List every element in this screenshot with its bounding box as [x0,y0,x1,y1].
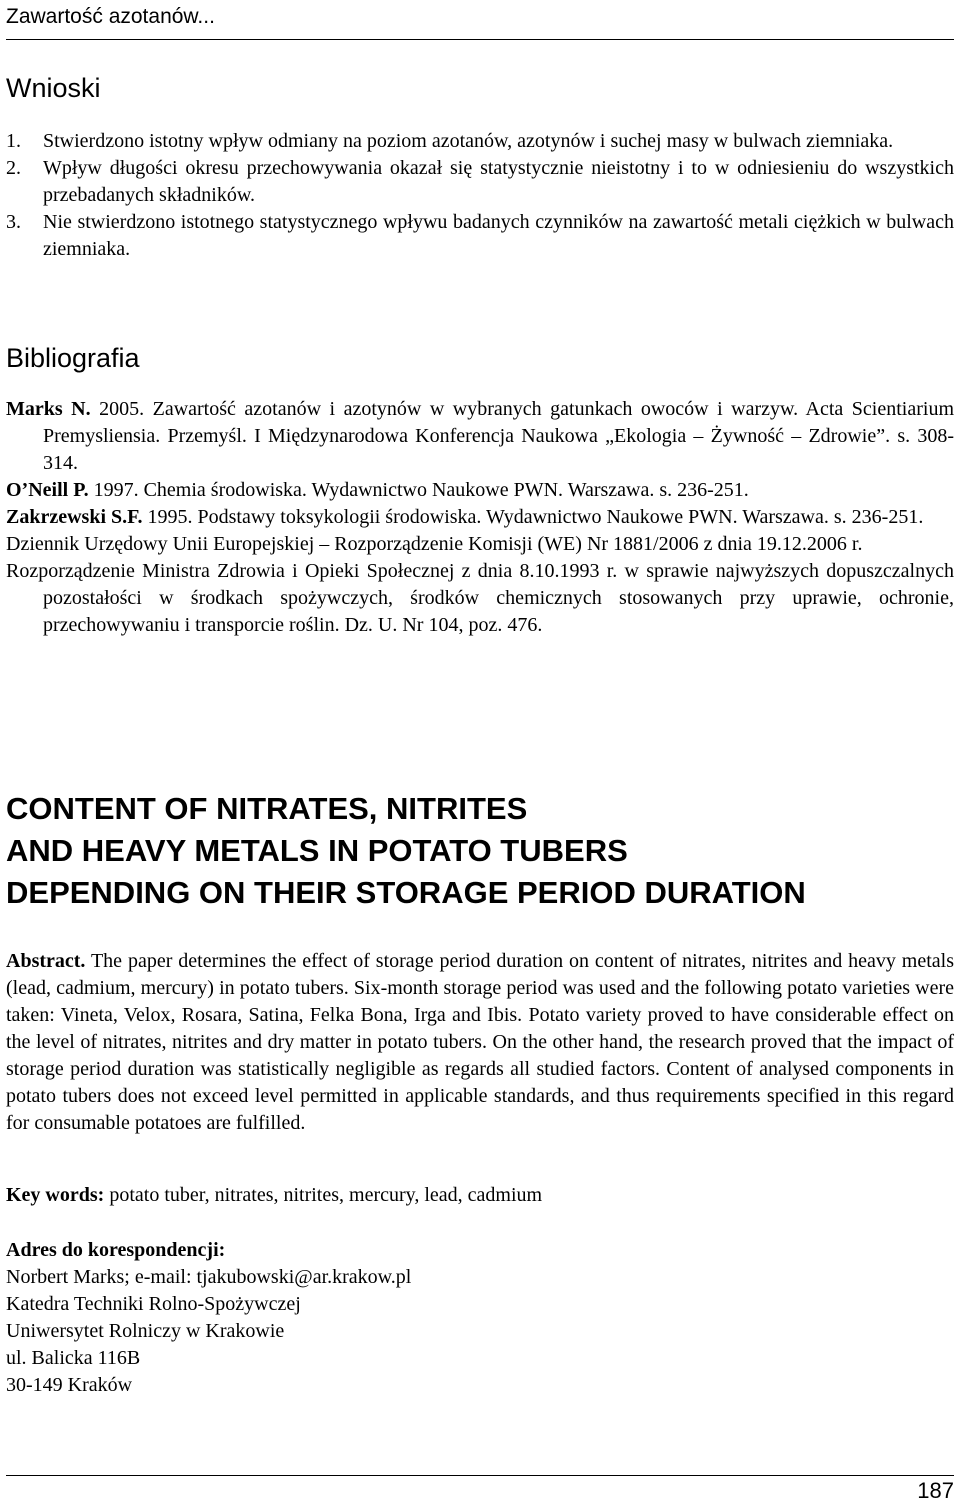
correspondence-label: Adres do korespondencji: [6,1239,226,1261]
conclusion-item [6,155,954,209]
reference-text: Dziennik Urzędowy Unii Europejskiej – Rozporządzenie Komisji (WE) Nr 1881/2006 z dnia 19.12.2006 r. [6,533,863,555]
reference-author: O’Neill P. [6,479,89,501]
conclusion-text: Wpływ długości okresu przechowywania okazał się statystycznie nieistotny i to w odniesieniu do wszystkich przebadanych składników. [43,157,954,206]
reference-text: Rozporządzenie Ministra Zdrowia i Opieki Społecznej z dnia 8.10.1993 r. w sprawie najwyższych dopuszczalnych pozostałości w środkach spożywczych, środków chemicznych stosowanych przy uprawie, ochronie, przechowywaniu i transporcie roślin. Dz. U. Nr 104, poz. 476. [6,560,954,636]
reference-item [6,558,954,639]
reference-text: 1995. Podstawy toksykologii środowiska. Wydawnictwo Naukowe PWN. Warszawa. s. 236-251. [142,506,924,528]
conclusion-text: Nie stwierdzono istotnego statystycznego wpływu badanych czynników na zawartość metali ciężkich w bulwach ziemniaka. [43,211,954,260]
bibliography-heading: Bibliografia [6,343,140,373]
english-title-line: CONTENT OF NITRATES, NITRITES [6,791,528,826]
abstract-label: Abstract. [6,950,86,972]
conclusion-item [6,128,954,155]
conclusions-heading: Wnioski [6,73,101,103]
english-title [6,788,954,914]
keywords-text: potato tuber, nitrates, nitrites, mercury, lead, cadmium [104,1184,543,1206]
abstract [6,948,954,1137]
reference-author: Zakrzewski S.F. [6,506,143,528]
reference-item [6,477,954,504]
reference-item [6,531,954,558]
correspondence-address [6,1237,954,1399]
footer-rule [6,1475,954,1476]
conclusions-list [6,128,954,263]
conclusion-item [6,209,954,263]
conclusion-number: 1. [6,130,21,152]
address-line: 30-149 Kraków [6,1374,133,1396]
bibliography-list [6,396,954,639]
page-number: 187 [917,1478,954,1503]
reference-text: 1997. Chemia środowiska. Wydawnictwo Naukowe PWN. Warszawa. s. 236-251. [88,479,749,501]
conclusion-number: 3. [6,211,21,233]
reference-author: Marks N. [6,398,91,420]
conclusion-text: Stwierdzono istotny wpływ odmiany na poziom azotanów, azotynów i suchej masy w bulwach ziemniaka. [43,130,894,152]
english-title-line: DEPENDING ON THEIR STORAGE PERIOD DURATION [6,875,806,910]
address-line: Katedra Techniki Rolno-Spożywczej [6,1293,301,1315]
reference-text: 2005. Zawartość azotanów i azotynów w wybranych gatunkach owoców i warzyw. Acta Scientiarium Premysliensia. Przemyśl. I Międzynarodowa Konferencja Naukowa „Ekologia – Żywność – Zdrowie”. s. 308-314. [43,398,954,474]
header-rule [6,39,954,40]
conclusion-number: 2. [6,157,21,179]
reference-item [6,396,954,477]
reference-item [6,504,954,531]
address-line: Uniwersytet Rolniczy w Krakowie [6,1320,285,1342]
abstract-text: The paper determines the effect of storage period duration on content of nitrates, nitrites and heavy metals (lead, cadmium, mercury) in potato tubers. Six-month storage period was used and the following potato varieties were taken: Vineta, Velox, Rosara, Satina, Felka Bona, Irga and Ibis. Potato variety proved to have considerable effect on the level of nitrates, nitrites and dry matter in potato tubers. On the other hand, the research proved that the impact of storage period duration was statistically negligible as regards all studied factors. Content of analysed components in potato tubers does not exceed level permitted in applicable standards, and thus requirements specified in this regard for consumable potatoes are fulfilled. [6,950,954,1134]
running-head: Zawartość azotanów... [6,5,215,28]
keywords [6,1182,954,1209]
english-title-line: AND HEAVY METALS IN POTATO TUBERS [6,833,628,868]
address-line: Norbert Marks; e-mail: tjakubowski@ar.krakow.pl [6,1266,412,1288]
address-line: ul. Balicka 116B [6,1347,141,1369]
keywords-label: Key words: [6,1184,105,1206]
